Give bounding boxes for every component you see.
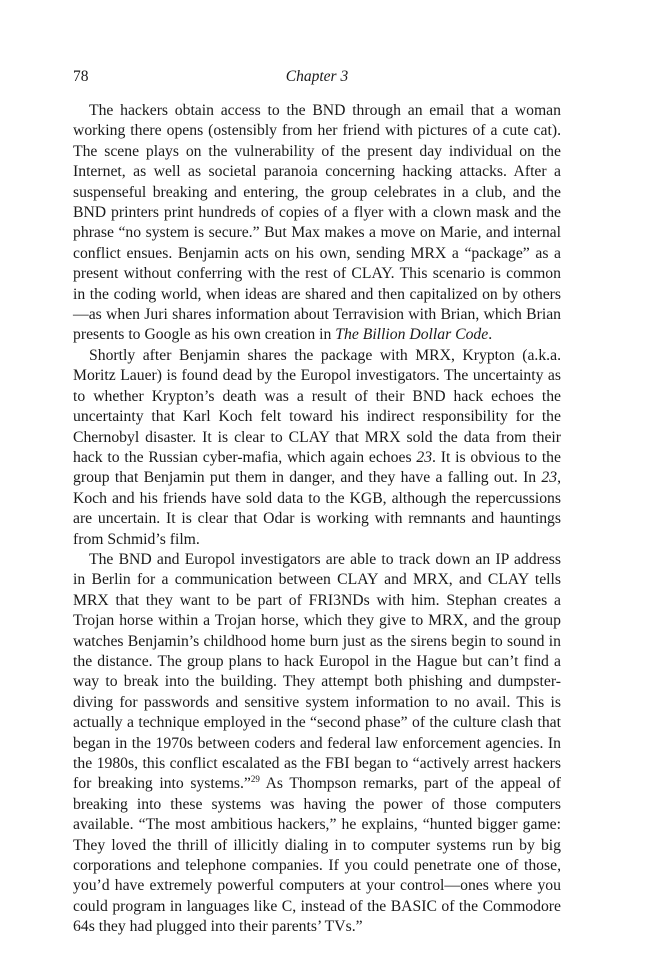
film-title-italic: 23 xyxy=(416,448,433,466)
text-segment: The hackers obtain access to the BND through an email that a woman working there opens (ostensibly from her friend with pictures of a cute cat). The scene plays on the vulnerability of the present day individual on the Internet, as well as societal paranoia concerning hacking attacks. After a suspenseful breaking and entering, the group celebrates in a club, and the BND printers print hundreds of copies of a flyer with a clown mask and the phrase “no system is secure.” But Max makes a move on Marie, and internal conflict ensues. Benjamin acts on his own, sending MRX a “package” as a present without conferring with the rest of CLAY. This scenario is common in the coding world, when ideas are shared and then capitalized on by others—as when Juri shares information about Terravision with Brian, which Brian presents to Google as his own creation in xyxy=(73,102,561,344)
text-segment: As Thompson remarks, part of the appeal of breaking into these systems was having the power of those computers available. “The most ambitious hackers,” he explains, “hunted bigger game: They loved the thrill of illicitly dialing in to computer systems run by big corporations and telephone companies. If you could penetrate one of those, you’d have extremely powerful computers at your control—ones where you could program in languages like C, instead of the BASIC of the Commodore 64s they had plugged into their parents’ TVs.” xyxy=(73,775,561,936)
text-segment: . xyxy=(488,326,493,344)
film-title-italic: The Billion Dollar Code xyxy=(335,326,489,344)
paragraph-2 xyxy=(73,346,561,550)
paragraph-3 xyxy=(73,550,561,938)
paragraph-1 xyxy=(73,101,561,346)
text-segment: , Koch and his friends have sold data to the KGB, although the repercussions are uncertain. It is clear that Odar is working with remnants and hauntings from Schmid’s film. xyxy=(73,469,561,548)
page-number: 78 xyxy=(73,68,89,85)
footnote-marker[interactable]: 29 xyxy=(250,774,260,785)
film-title-italic: 23 xyxy=(541,469,558,487)
chapter-label: Chapter 3 xyxy=(285,68,349,85)
text-segment: . It is obvious to the group that Benjamin put them in danger, and they have a falling out. In xyxy=(73,448,561,487)
body-text xyxy=(73,101,561,938)
running-head xyxy=(73,67,561,87)
text-segment: Shortly after Benjamin shares the package with MRX, Krypton (a.k.a. Moritz Lauer) is found dead by the Europol investigators. The uncertainty as to whether Krypton’s death was a result of their BND hack echoes the uncertainty that Karl Koch felt toward his indirect responsibility for the Chernobyl disaster. It is clear to CLAY that MRX sold the data from their hack to the Russian cyber-mafia, which again echoes xyxy=(73,346,561,466)
text-segment: The BND and Europol investigators are able to track down an IP address in Berlin for a communication between CLAY and MRX, and CLAY tells MRX that they want to be part of FRI3NDs with him. Stephan creates a Trojan horse within a Trojan horse, which they give to MRX, and the group watches Benjamin’s childhood home burn just as the sirens begin to sound in the distance. The group plans to hack Europol in the Hague but can’t find a way to break into the building. They attempt both phishing and dumpster-diving for passwords and sensitive system information to no avail. This is actually a technique employed in the “second phase” of the culture clash that began in the 1970s between coders and federal law enforcement agencies. In the 1980s, this conflict escalated as the FBI began to “actively arrest hackers for breaking into systems.” xyxy=(73,550,561,793)
